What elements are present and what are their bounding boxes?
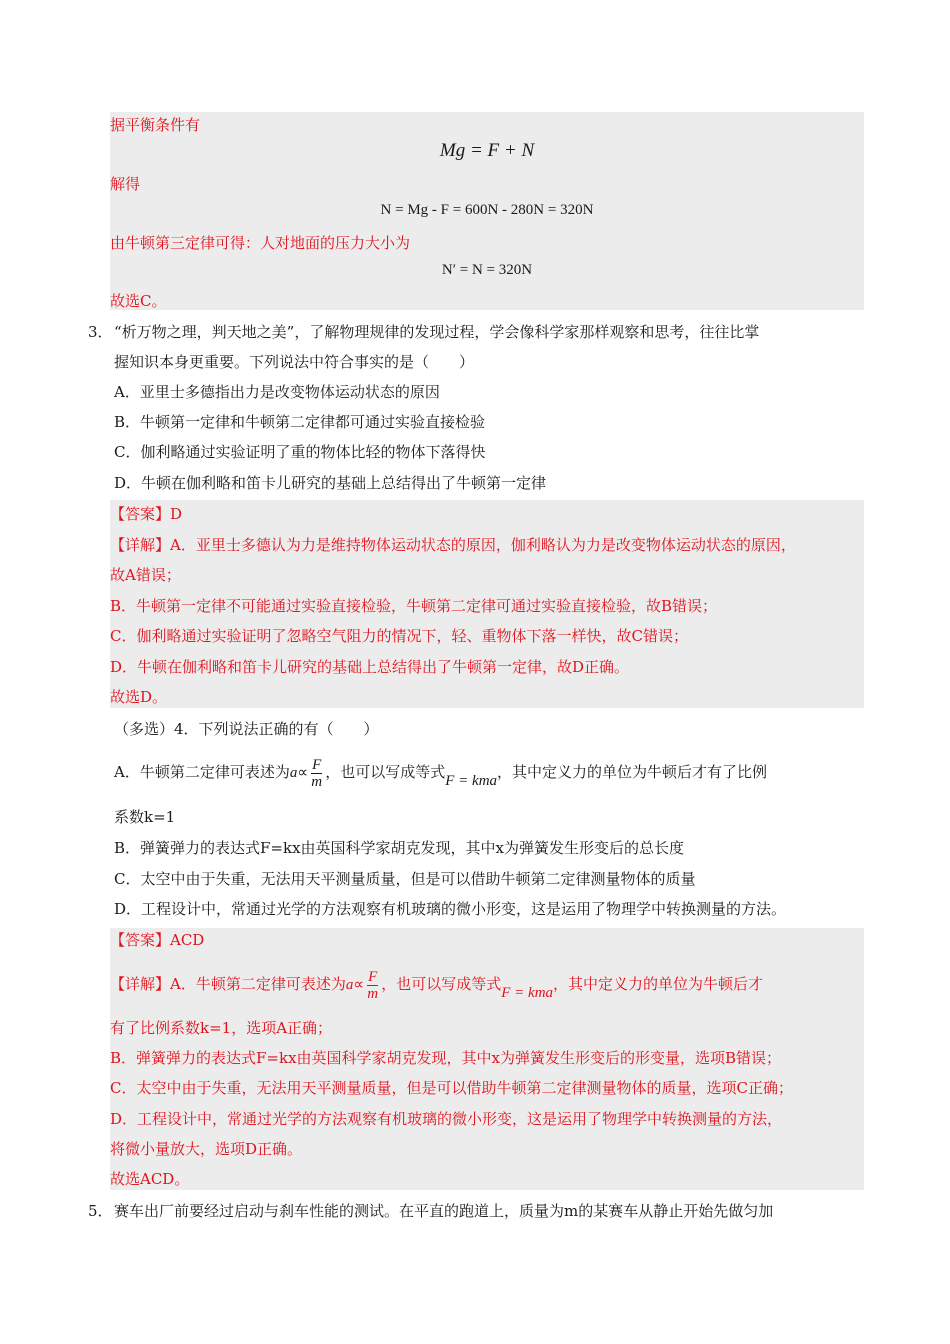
q3-answer: 【答案】D (110, 505, 183, 523)
balance-intro: 据平衡条件有 (110, 116, 201, 134)
equation-balance: Mg = F + N (439, 140, 535, 161)
q3-number: 3． (88, 323, 113, 341)
q4-option-a (114, 751, 767, 794)
q4-option-c: C．太空中由于失重，无法用天平测量质量，但是可以借助牛顿第二定律测量物体的质量 (114, 870, 696, 888)
q4-option-d: D．工程设计中，常通过光学的方法观察有机玻璃的微小形变，这是运用了物理学中转换测量的方法。 (114, 900, 787, 918)
q4-detail-c: C．太空中由于失重，无法用天平测量质量，但是可以借助牛顿第二定律测量物体的质量，选项C正确； (110, 1079, 793, 1097)
fraction-numerator: F (312, 756, 322, 773)
solve-label: 解得 (110, 175, 141, 193)
q4-detail-a (110, 963, 763, 1006)
fraction-f-over-m (311, 757, 322, 790)
q3-option-c: C．伽利略通过实验证明了重的物体比轻的物体下落得快 (114, 443, 486, 461)
q4-detail-b: B．弹簧弹力的表达式F=kx由英国科学家胡克发现，其中x为弹簧发生形变后的形变量，选项B错误； (110, 1049, 782, 1067)
detail-formula-a: a (345, 977, 354, 993)
q5-number: 5． (88, 1202, 113, 1220)
detail-proportional-symbol: ∝ (353, 977, 365, 993)
q5-stem-line1: 赛车出厂前要经过启动与刹车性能的测试。在平直的跑道上，质量为m的某赛车从静止开始先做匀加 (114, 1202, 774, 1220)
proportional-symbol: ∝ (297, 765, 309, 781)
equation-f-kma: F = kma (445, 773, 498, 789)
q3-option-b: B．牛顿第一定律和牛顿第二定律都可通过实验直接检验 (114, 413, 486, 431)
detail-equation-f-kma: F = kma (501, 985, 554, 1001)
q4-detail-a-text1: 【详解】A．牛顿第二定律可表述为 (110, 975, 346, 993)
fraction-denominator: m (311, 773, 323, 790)
q4-option-a-text2: ，也可以写成等式 (325, 763, 446, 781)
detail-fraction-numerator: F (368, 968, 378, 985)
q4-option-a-line2: 系数k=1 (114, 808, 176, 826)
q4-option-a-text3: ，其中定义力的单位为牛顿后才有了比例 (497, 763, 768, 781)
q4-detail-d-line1: D．工程设计中，常通过光学的方法观察有机玻璃的微小形变，这是运用了物理学中转换测量的方法， (110, 1110, 783, 1128)
q3-option-d: D．牛顿在伽利略和笛卡儿研究的基础上总结得出了牛顿第一定律 (114, 474, 547, 492)
q4-stem: （多选）4．下列说法正确的有（ ） (114, 720, 379, 738)
q3-detail-c: C．伽利略通过实验证明了忽略空气阻力的情况下，轻、重物体下落一样快，故C错误； (110, 627, 688, 645)
equation-pressure: N′ = N = 320N (441, 262, 533, 278)
equation-solve: N = Mg - F = 600N - 280N = 320N (380, 202, 594, 218)
q3-option-a: A．亚里士多德指出力是改变物体运动状态的原因 (114, 383, 440, 401)
q4-option-a-text1: A．牛顿第二定律可表述为 (114, 763, 290, 781)
third-law-text: 由牛顿第三定律可得：人对地面的压力大小为 (110, 234, 411, 252)
q4-choice: 故选ACD。 (110, 1170, 190, 1188)
q4-detail-a-text3: ，其中定义力的单位为牛顿后才 (553, 975, 764, 993)
q4-answer: 【答案】ACD (110, 931, 205, 949)
q3-choice: 故选D。 (110, 688, 168, 706)
q3-detail-b: B．牛顿第一定律不可能通过实验直接检验，牛顿第二定律可通过实验直接检验，故B错误； (110, 597, 718, 615)
q3-detail-d: D．牛顿在伽利略和笛卡儿研究的基础上总结得出了牛顿第一定律，故D正确。 (110, 658, 630, 676)
q3-detail-line1: 【详解】A．亚里士多德认为力是维持物体运动状态的原因，伽利略认为力是改变物体运动状态的原因， (110, 536, 796, 554)
detail-fraction-denominator: m (367, 985, 379, 1002)
q4-detail-a-line2: 有了比例系数k=1，选项A正确； (110, 1019, 333, 1037)
q4-option-b: B．弹簧弹力的表达式F=kx由英国科学家胡克发现，其中x为弹簧发生形变后的总长度 (114, 839, 685, 857)
q3-stem-line2: 握知识本身更重要。下列说法中符合事实的是（ ） (114, 353, 475, 371)
q3-detail-line2: 故A错误； (110, 566, 181, 584)
q4-detail-d-line2: 将微小量放大，选项D正确。 (110, 1140, 303, 1158)
q4-detail-a-text2: ，也可以写成等式 (381, 975, 502, 993)
formula-a: a (289, 765, 298, 781)
q3-stem-line1: “析万物之理，判天地之美”，了解物理规律的发现过程，学会像科学家那样观察和思考，往往比掌 (114, 323, 760, 341)
detail-fraction-f-over-m (367, 969, 378, 1002)
prev-choice: 故选C。 (110, 292, 167, 310)
